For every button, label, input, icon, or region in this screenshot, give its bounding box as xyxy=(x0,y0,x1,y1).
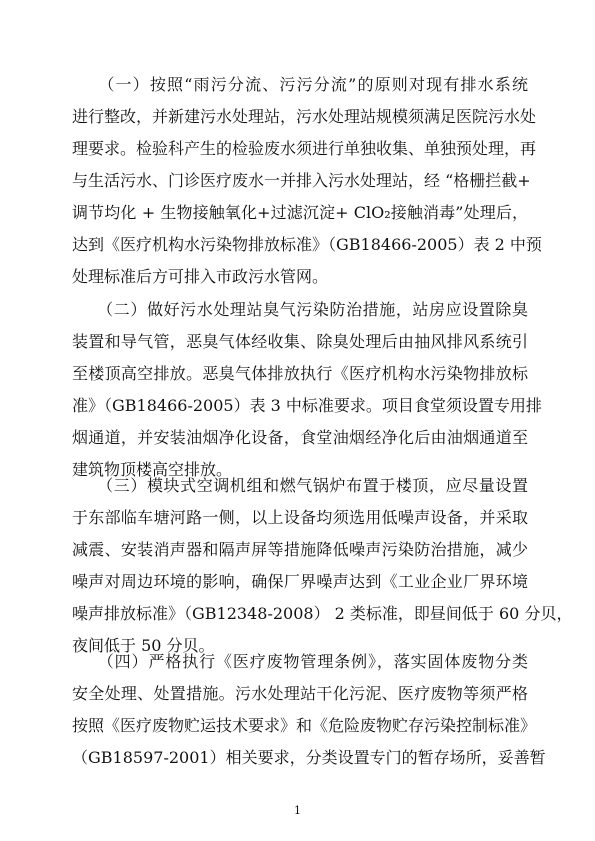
paragraph-line: 安全处理、处置措施。污水处理站干化污泥、医疗废物等须严格 xyxy=(72,684,528,703)
paragraph-line: 噪声排放标准》（GB12348-2008） 2 类标准，即昼间低于 60 分贝， xyxy=(72,604,573,623)
paragraph-wastewater-treatment xyxy=(72,69,542,293)
page-number: 1 xyxy=(294,804,301,817)
paragraph-line: 于东部临车塘河路一侧，以上设备均须选用低噪声设备，并采取 xyxy=(72,508,528,527)
paragraph-line: （四）严格执行《医疗废物管理条例》，落实固体废物分类 xyxy=(72,652,528,671)
paragraph-line: 减震、安装消声器和隔声屏等措施降低噪声污染防治措施，减少 xyxy=(72,540,528,559)
paragraph-line: （一）按照“雨污分流、污污分流”的原则对现有排水系统 xyxy=(72,75,528,94)
paragraph-line: 准》（GB18466-2005）表 3 中标准要求。项目食堂须设置专用排 xyxy=(72,396,542,415)
paragraph-line: 达到《医疗机构水污染物排放标准》（GB18466-2005）表 2 中预 xyxy=(72,235,542,254)
paragraph-line: 至楼顶高空排放。恶臭气体排放执行《医疗机构水污染物排放标 xyxy=(72,364,528,383)
paragraph-line: 进行整改，并新建污水处理站，污水处理站规模须满足医院污水处 xyxy=(72,107,537,126)
paragraph-line: 烟通道，并安装油烟净化设备，食堂油烟经净化后由油烟通道至 xyxy=(72,428,528,447)
paragraph-line: （二）做好污水处理站臭气污染防治措施，站房应设置除臭 xyxy=(72,300,528,319)
paragraph-line: 与生活污水、门诊医疗废水一并排入污水处理站，经 “格栅拦截+ xyxy=(72,171,531,190)
paragraph-line: 处理标准后方可排入市政污水管网。 xyxy=(72,267,329,286)
paragraph-line: 调节均化 + 生物接触氧化+过滤沉淀+ ClO₂接触消毒”处理后， xyxy=(72,203,528,222)
paragraph-line: 噪声对周边环境的影响，确保厂界噪声达到《工业企业厂界环境 xyxy=(72,572,528,591)
paragraph-odor-control xyxy=(72,294,542,486)
paragraph-line: 夜间低于 50 分贝。 xyxy=(72,636,215,655)
paragraph-line: （三）模块式空调机组和燃气锅炉布置于楼顶，应尽量设置 xyxy=(72,476,528,495)
paragraph-line: 建筑物顶楼高空排放。 xyxy=(72,460,233,479)
paragraph-line: 按照《医疗废物贮运技术要求》和《危险废物贮存污染控制标准》 xyxy=(72,716,537,735)
paragraph-noise-control xyxy=(72,470,573,662)
paragraph-line: 理要求。检验科产生的检验废水须进行单独收集、单独预处理，再 xyxy=(72,139,537,158)
paragraph-medical-waste xyxy=(72,646,546,774)
paragraph-line: 装置和导气管，恶臭气体经收集、除臭处理后由抽风排风系统引 xyxy=(72,332,528,351)
paragraph-line: （GB18597-2001）相关要求，分类设置专门的暂存场所，妥善暂 xyxy=(72,748,546,767)
